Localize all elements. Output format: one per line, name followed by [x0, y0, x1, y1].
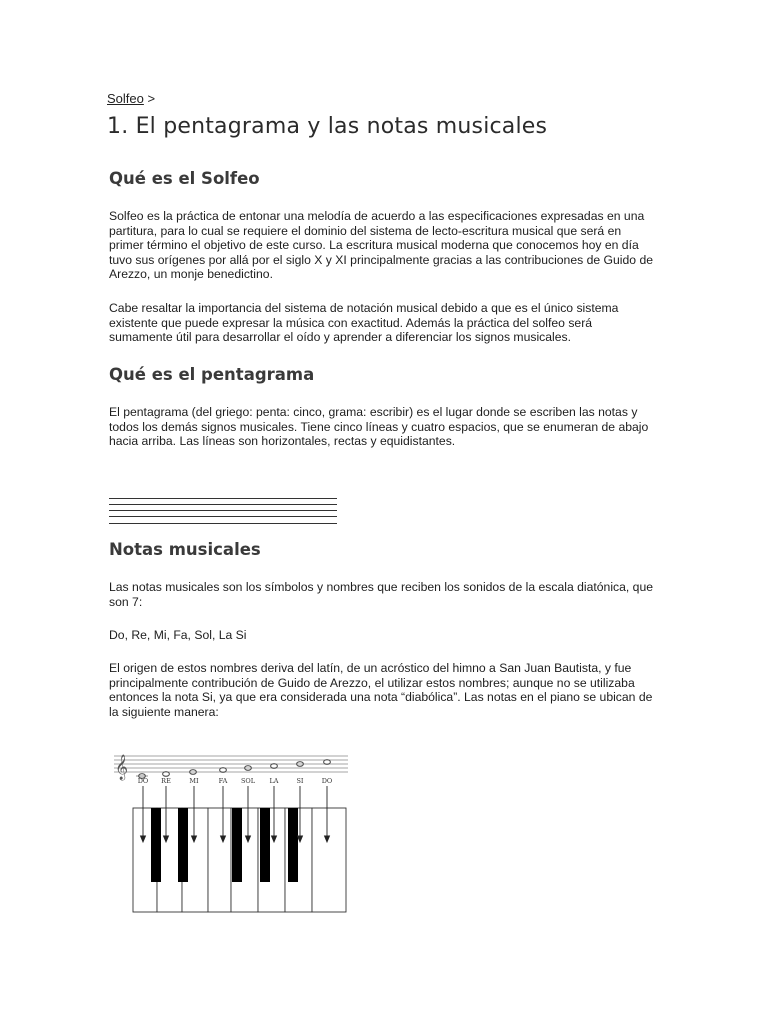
- staff-line: [109, 504, 337, 505]
- white-key: [208, 808, 231, 912]
- note-label: DO: [137, 777, 149, 785]
- paragraph-solfeo-definition: Solfeo es la práctica de entonar una melodía de acuerdo a las especificaciones expresadas en una partitura, para lo cual se requiere el dominio del sistema de lecto-escritura musical que será en primer término el objetivo de este curso. La escritura musical moderna que conocemos hoy en día tuvo sus orígenes por allá por el siglo X y XI principalmente gracias a las contribuciones de Guido de Arezzo, un monje benedictino.: [109, 209, 653, 282]
- white-key: [312, 808, 346, 912]
- paragraph-notas-intro: Las notas musicales son los símbolos y nombres que reciben los sonidos de la escala diatónica, que son 7:: [109, 580, 654, 609]
- breadcrumb-link-solfeo[interactable]: Solfeo: [107, 91, 144, 106]
- staff-lines-figure: [109, 498, 337, 524]
- note-label: RE: [161, 777, 171, 785]
- treble-clef-icon: 𝄞: [115, 755, 129, 780]
- breadcrumb: [107, 91, 155, 106]
- treble-staff: [114, 756, 348, 772]
- black-key: [260, 808, 270, 882]
- staff-line: [109, 510, 337, 511]
- paragraph-notas-origin: El origen de estos nombres deriva del latín, de un acróstico del himno a San Juan Bautista, y fue principalmente contribución de Guido de Arezzo, el utilizar estos nombres; aunque no se utilizaba entonces la nota Si, ya que era considerada una nota “diabólica”. Las notas en el piano se ubican de la siguiente manera:: [109, 661, 653, 719]
- note-name-labels: [138, 777, 333, 785]
- note-label: DO: [321, 777, 333, 785]
- piano-keyboard-figure: [108, 750, 352, 918]
- breadcrumb-separator: >: [147, 91, 156, 106]
- heading-que-es-solfeo: Qué es el Solfeo: [109, 169, 260, 188]
- staff-notes: [136, 760, 330, 779]
- black-key: [288, 808, 298, 882]
- note-label: SOL: [240, 777, 256, 785]
- note-label: FA: [218, 777, 228, 785]
- note-label: SI: [296, 777, 304, 785]
- page-title: 1. El pentagrama y las notas musicales: [107, 114, 548, 139]
- black-key: [151, 808, 161, 882]
- paragraph-solfeo-importance: Cabe resaltar la importancia del sistema de notación musical debido a que es el único sistema existente que puede expresar la música con exactitud. Además la práctica del solfeo será sumamente útil para desarrollar el oído y aprender a diferenciar los signos musicales.: [109, 301, 619, 345]
- paragraph-notas-list: Do, Re, Mi, Fa, Sol, La Si: [109, 628, 247, 642]
- staff-line: [109, 523, 337, 524]
- paragraph-pentagrama-definition: El pentagrama (del griego: penta: cinco, grama: escribir) es el lugar donde se escriben las notas y todos los demás signos musicales. Tiene cinco líneas y cuatro espacios, que se enumeran de abajo hacia arriba. Las líneas son horizontales, rectas y equidistantes.: [109, 405, 649, 449]
- heading-notas-musicales: Notas musicales: [109, 540, 261, 559]
- black-key: [178, 808, 188, 882]
- heading-que-es-pentagrama: Qué es el pentagrama: [109, 365, 315, 384]
- staff-line: [109, 498, 337, 499]
- staff-line: [109, 516, 337, 517]
- note-label: LA: [269, 777, 279, 785]
- black-key: [232, 808, 242, 882]
- note-label: MI: [189, 777, 199, 785]
